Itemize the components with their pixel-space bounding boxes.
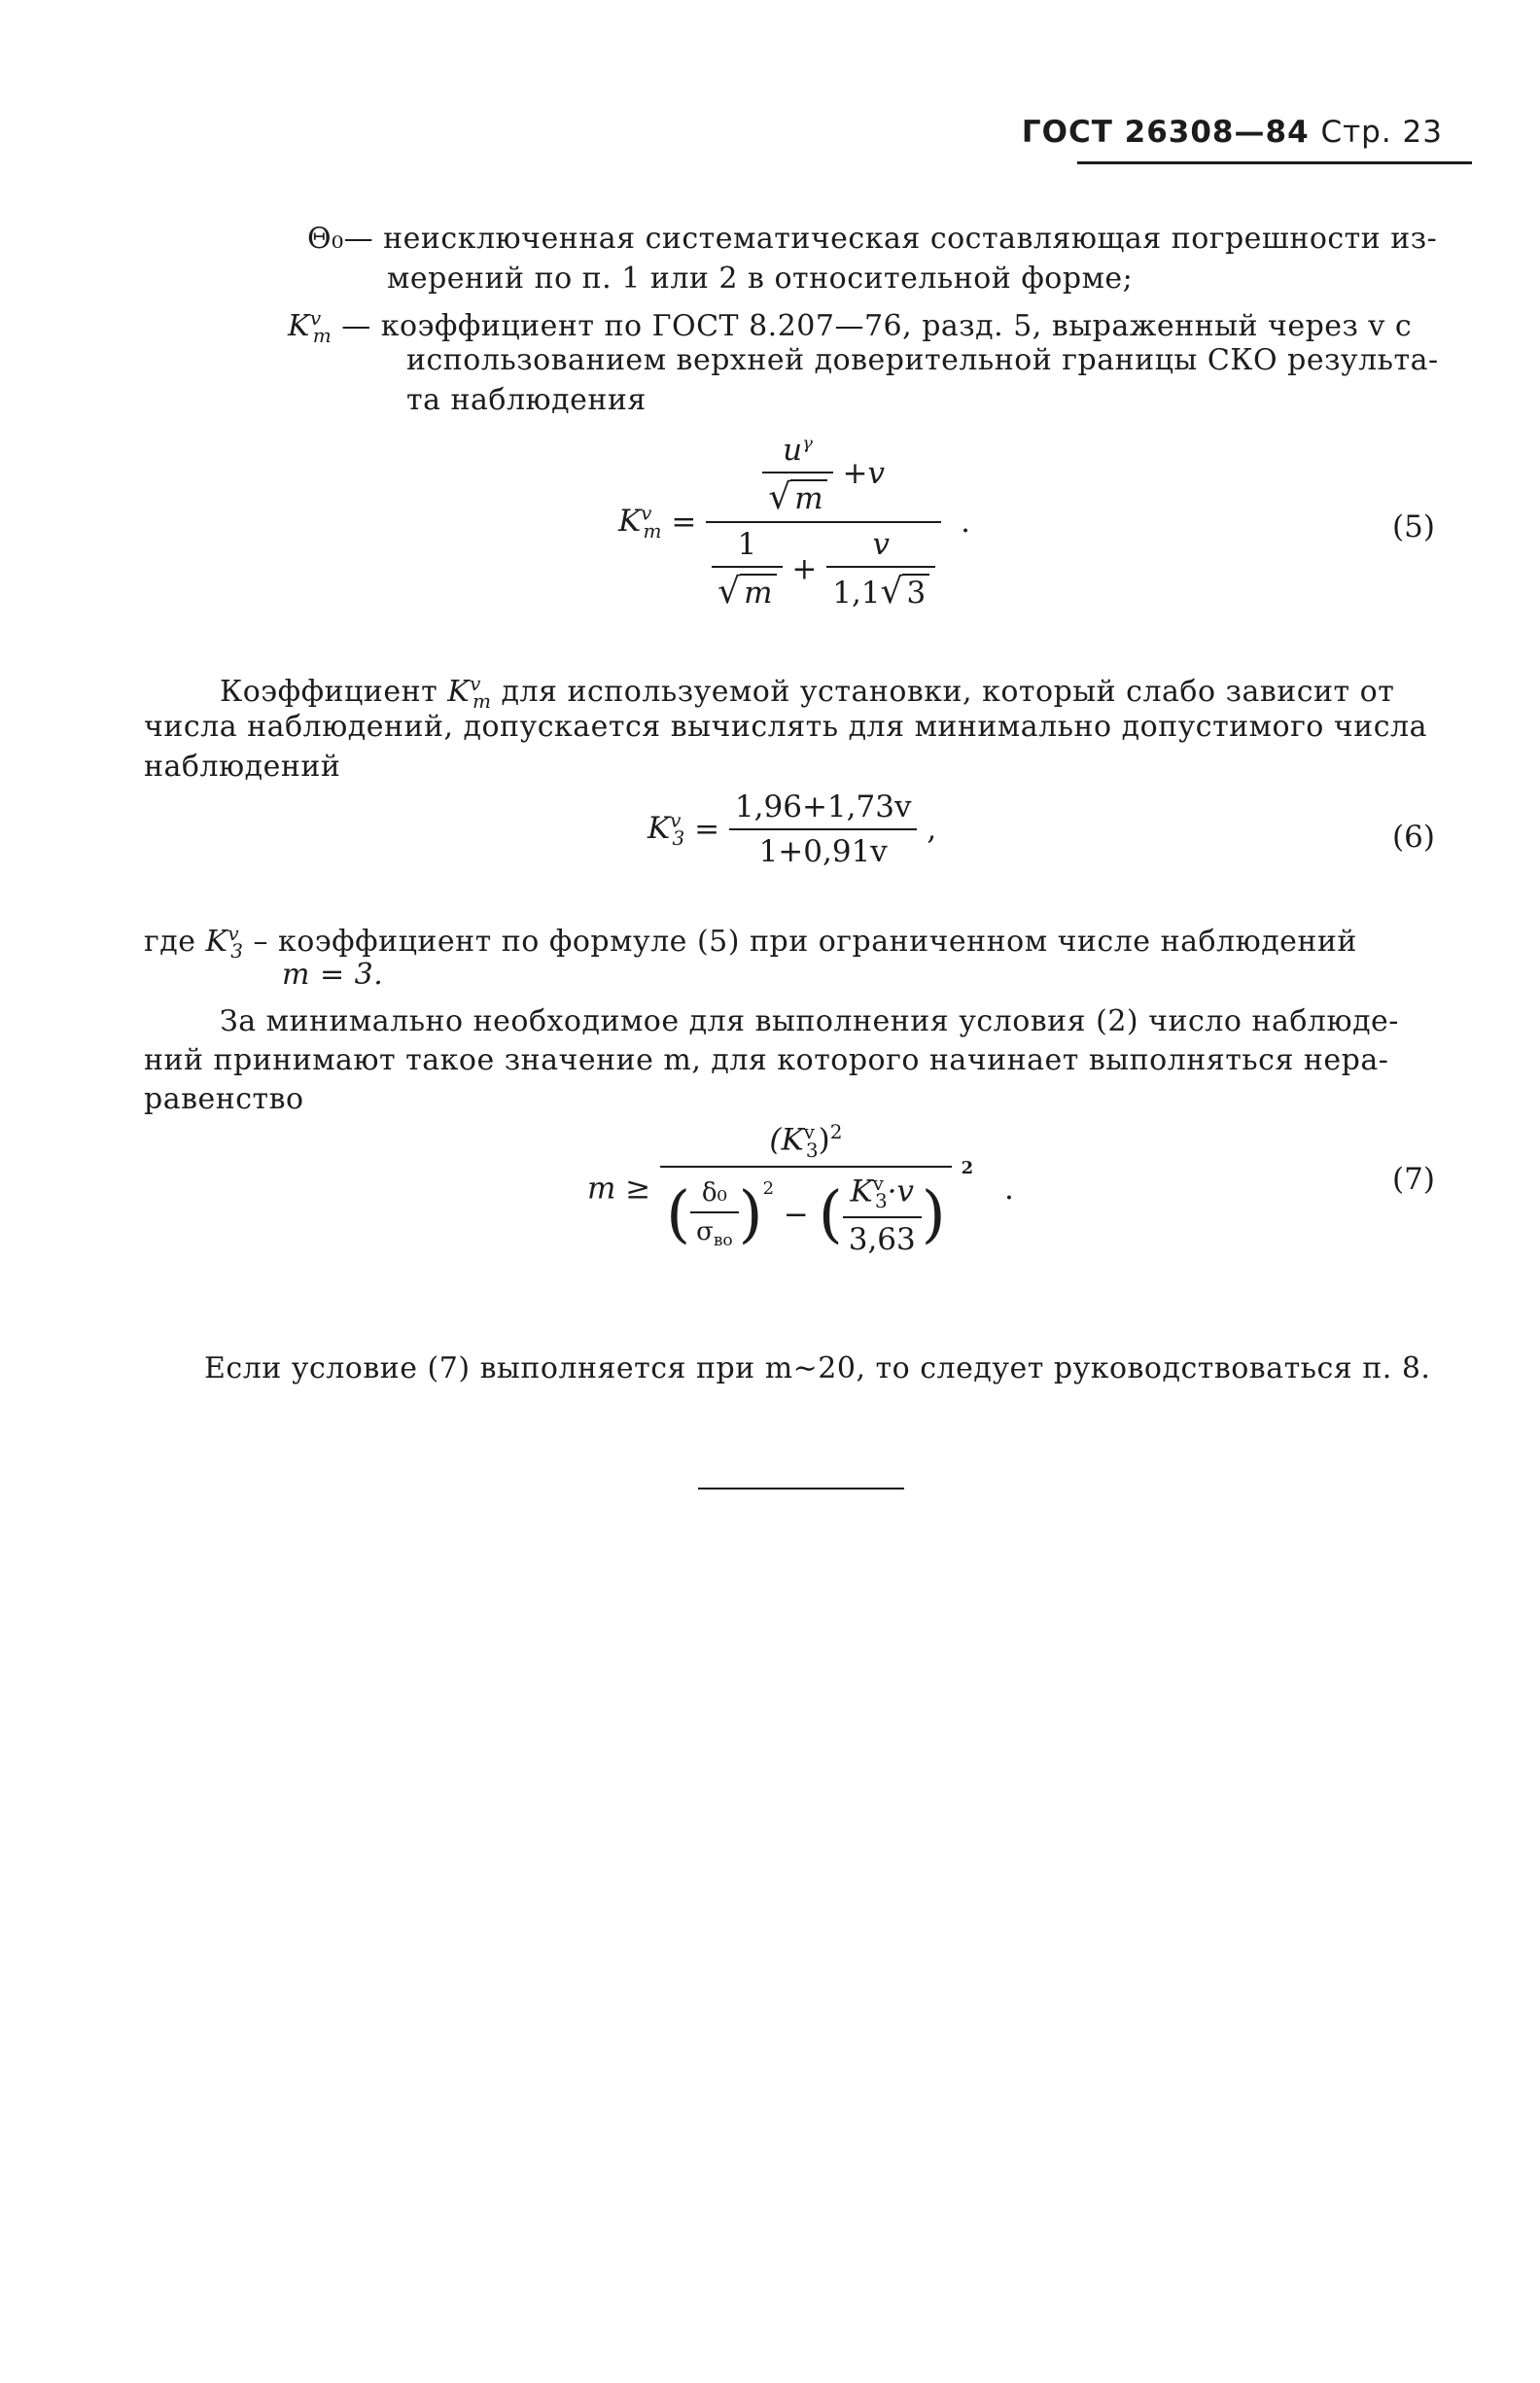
eq5-lhs: $K^v_m$ <box>618 501 662 543</box>
paragraph-2-line3: равенство <box>144 1082 304 1116</box>
kmv-inline-symbol: $K^v_m$ <box>447 672 492 713</box>
definition-kmv-line2: использованием верхней доверительной границы СКО результа- <box>406 343 1439 377</box>
eq5-den-fraction-2: $\frac{v}{1,1√ 3}$ <box>826 527 935 612</box>
standard-number: ГОСТ 26308—84 <box>1021 115 1310 150</box>
equation-7: m ≥ $(K^v_3)^2$ ( $\frac{\text{δ₀}}{\sigma_{во}}$ )$^2$ − ( $\frac{K^v_3\cdot v}{3,63}$ ) $^2$ . <box>587 1120 1014 1258</box>
where-clause-line2: m = 3. <box>282 958 384 992</box>
equation-5-number: (5) <box>1392 509 1435 544</box>
equation-6-number: (6) <box>1392 820 1435 855</box>
definition-kmv-line3: та наблюдения <box>406 383 647 417</box>
paragraph-1-line2: числа наблюдений, допускается вычислять для минимально допустимого числа <box>144 710 1427 744</box>
eq6-lhs: $K^v_3$ <box>648 808 685 851</box>
running-header <box>1022 115 1443 150</box>
eq5-den-fraction-1: $\frac{1}{√ m}$ <box>712 527 782 612</box>
theta-symbol: Θ₀ <box>307 222 344 256</box>
paragraph-2-line1: За минимально необходимое для выполнения условия (2) число наблюде- <box>220 1004 1399 1038</box>
kmv-symbol: $K^v_m$ <box>288 306 332 347</box>
eq7-delta-sigma-fraction: $\frac{\text{δ₀}}{\sigma_{во}}$ <box>690 1178 739 1250</box>
eq7-main-fraction: $(K^v_3)^2$ ( $\frac{\text{δ₀}}{\sigma_{во}}$ )$^2$ − ( $\frac{K^v_3\cdot v}{3,63}$ ) <box>660 1120 952 1257</box>
equation-5: $K^v_m$ = $\frac{u^\gamma}{√ m}$ +v $\frac{1}{√ m}$ + $\frac{v}{1,1√ 3}$ . <box>618 433 970 612</box>
paragraph-2-line2: ний принимают такое значение m, для которого начинает выполняться нера- <box>144 1043 1389 1077</box>
definition-theta: Θ₀— неисключенная систематическая составляющая погрешности из- <box>307 222 1438 256</box>
definition-kmv: $K^v_m$ — коэффициент по ГОСТ 8.207—76, разд. 5, выраженный через v с <box>288 306 1413 347</box>
end-rule <box>698 1488 904 1489</box>
header-rule <box>1077 161 1472 164</box>
page-number: Стр. 23 <box>1320 115 1443 150</box>
paragraph-1-line1: Коэффициент $K^v_m$ для используемой установки, который слабо зависит от <box>220 672 1395 713</box>
definition-kmv-line1: коэффициент по ГОСТ 8.207—76, разд. 5, выраженный через v с <box>380 309 1413 343</box>
eq7-k-fraction: $\frac{K^v_3\cdot v}{3,63}$ <box>843 1172 922 1258</box>
eq5-num-fraction: $\frac{u^\gamma}{√ m}$ <box>762 433 832 517</box>
where-clause: где $K^v_3$ – коэффициент по формуле (5) при ограниченном числе наблюдений <box>144 922 1357 963</box>
paragraph-1-line3: наблюдений <box>144 750 341 784</box>
eq5-main-fraction: $\frac{u^\gamma}{√ m}$ +v $\frac{1}{√ m}$ + $\frac{v}{1,1√ 3}$ <box>706 433 941 612</box>
definition-theta-line1: неисключенная систематическая составляющая погрешности из- <box>383 222 1438 256</box>
eq6-fraction: $\frac{1,96+1,73v}{1+0,91v}$ <box>729 789 918 869</box>
paragraph-3: Если условие (7) выполняется при m∼20, то следует руководствоваться п. 8. <box>204 1351 1431 1385</box>
k3v-inline-symbol: $K^v_3$ <box>205 922 244 963</box>
definition-theta-line2: мерений по п. 1 или 2 в относительной форме; <box>387 262 1134 296</box>
equation-6: $K^v_3$ = $\frac{1,96+1,73v}{1+0,91v}$ , <box>648 789 937 869</box>
equation-7-number: (7) <box>1392 1162 1435 1197</box>
